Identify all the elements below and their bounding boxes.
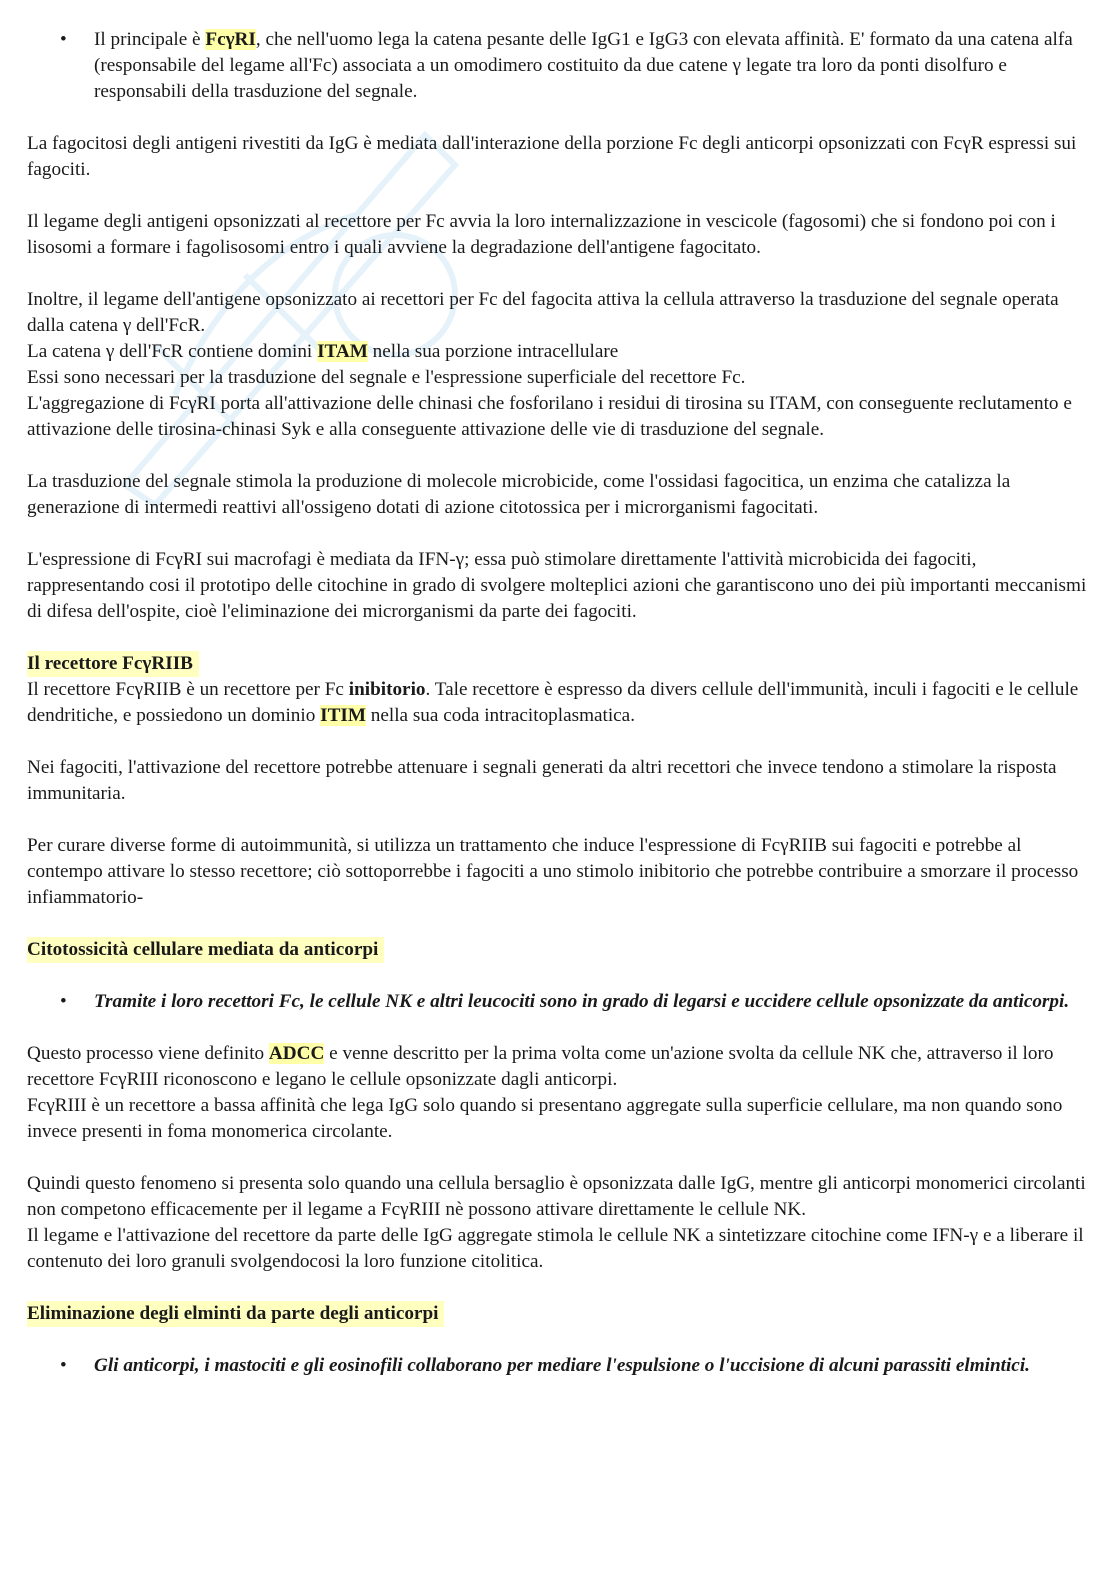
bullet-fcgri [27, 27, 1087, 105]
paragraph-opsonizzazione: Quindi questo fenomeno si presenta solo quando una cellula bersaglio è opsonizzata dalle IgG, mentre gli anticorpi monomerici circolanti non competono efficacemente per il legame a FcγRIII nè possono attivare direttamente le cellule NK. Il legame e l'attivazione del recettore da parte delle IgG aggregate stimola le cellule NK a sintetizzare citochine come IFN-γ e a liberare il contenuto dei loro granuli svolgendocosi la loro funzione citolitica. [27, 1173, 1086, 1272]
paragraph-autoimmunita: Per curare diverse forme di autoimmunità, si utilizza un trattamento che induce l'espressione di FcγRIIB sui fagociti e potrebbe al contempo attivare lo stesso recettore; ciò sottoporrebbe i fagociti a uno stimolo inibitorio che potrebbe contribuire a smorzare il processo infiammatorio- [27, 835, 1079, 908]
heading-citotossicita: Citotossicità cellulare mediata da anticorpi [27, 937, 1087, 963]
paragraph-internalizzazione: Il legame degli antigeni opsonizzati al recettore per Fc avvia la loro internalizzazione in vescicole (fagosomi) che si fondono poi con i lisosomi a formare i fagolisosomi entro i quali avviene la degradazione dell'antigene fagocitato. [27, 211, 1056, 258]
bullet-marker: • [60, 1355, 67, 1376]
paragraph-fcgriib: Il recettore FcγRIIB è un recettore per Fc inibitorio. Tale recettore è espresso da divers cellule dell'immunità, inculi i fagociti e le cellule dendritiche, e possiedono un dominio ITIM nella sua coda intracitoplasmatica. [27, 679, 1079, 726]
highlight-itam: ITAM [317, 341, 368, 362]
highlight-adcc: ADCC [268, 1043, 325, 1064]
paragraph-trasduzione: Inoltre, il legame dell'antigene opsonizzato ai recettori per Fc del fagocita attiva la cellula attraverso la trasduzione del segnale operata dalla catena γ dell'FcR. La catena γ dell'FcR contiene domini ITAM nella sua porzione intracellulare Essi sono necessari per la trasduzione del segnale e l'espressione superficiale del recettore Fc. L'aggregazione di FcγRI porta all'attivazione delle chinasi che fosforilano i residui di tirosina su ITAM, con conseguente reclutamento e attivazione delle tirosina-chinasi Syk e alla conseguente attivazione delle vie di trasduzione del segnale. [27, 289, 1072, 440]
bullet-marker: • [60, 991, 67, 1012]
highlight-itim: ITIM [320, 705, 366, 726]
bullet-nk [27, 989, 1087, 1015]
paragraph-fagociti-attenuazione: Nei fagociti, l'attivazione del recettore potrebbe attenuare i segnali generati da altri recettori che invece tendono a stimolare la risposta immunitaria. [27, 757, 1057, 804]
heading-elminti: Eliminazione degli elminti da parte degli anticorpi [27, 1301, 1087, 1327]
document-page [27, 27, 1087, 1379]
bullet-marker: • [60, 29, 67, 50]
paragraph-elminti-bullet: Gli anticorpi, i mastociti e gli eosinofili collaborano per mediare l'espulsione o l'uccisione di alcuni parassiti elmintici. [94, 1355, 1030, 1376]
highlight-fcgri: FcγRI [205, 29, 256, 50]
paragraph-ifn: L'espressione di FcγRI sui macrofagi è mediata da IFN-γ; essa può stimolare direttamente l'attività microbicida dei fagociti, rappresentando cosi il prototipo delle citochine in grado di svolgere molteplici azioni che garantiscono uno dei più importanti meccanismi di difesa dell'ospite, cioè l'eliminazione dei microrganismi da parte dei fagociti. [27, 549, 1087, 622]
heading-fcgriib: Il recettore FcγRIIB [27, 651, 1087, 677]
bullet-elminti [27, 1353, 1087, 1379]
paragraph-adcc: Questo processo viene definito ADCC e venne descritto per la prima volta come un'azione svolta da cellule NK che, attraverso il loro recettore FcγRIII riconoscono e legano le cellule opsonizzate dagli anticorpi. FcγRIII è un recettore a bassa affinità che lega IgG solo quando si presentano aggregate sulla superficie cellulare, ma non quando sono invece presenti in foma monomerica circolante. [27, 1043, 1063, 1142]
paragraph-fcgri: Il principale è FcγRI, che nell'uomo lega la catena pesante delle IgG1 e IgG3 con elevata affinità. E' formato da una catena alfa (responsabile del legame all'Fc) associata a un omodimero costituito da due catene γ legate tra loro da ponti disolfuro e responsabili della trasduzione del segnale. [94, 29, 1073, 102]
paragraph-molecole-microbicide: La trasduzione del segnale stimola la produzione di molecole microbicide, come l'ossidasi fagocitica, un enzima che catalizza la generazione di intermedi reattivi all'ossigeno dotati di azione citotossica per i microrganismi fagocitati. [27, 471, 1011, 518]
paragraph-fagocitosi: La fagocitosi degli antigeni rivestiti da IgG è mediata dall'interazione della porzione Fc degli anticorpi opsonizzati con FcγR espressi sui fagociti. [27, 133, 1077, 180]
paragraph-nk-bullet: Tramite i loro recettori Fc, le cellule NK e altri leucociti sono in grado di legarsi e uccidere cellule opsonizzate da anticorpi. [94, 991, 1070, 1012]
